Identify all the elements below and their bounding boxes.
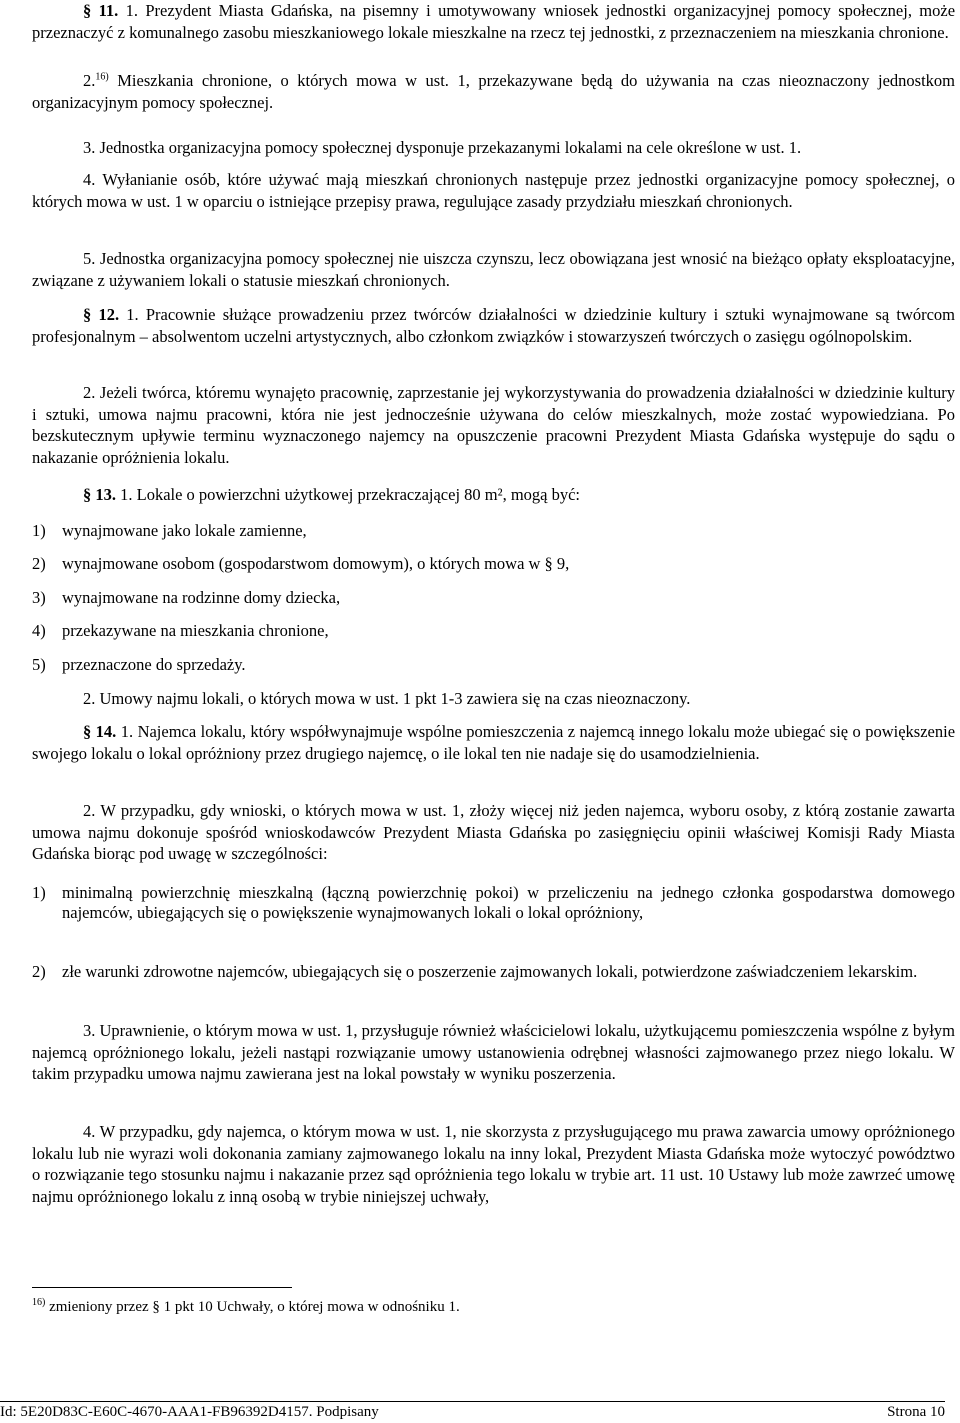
paragraph-12-1: § 12. 1. Pracownie służące prowadzeniu przez twórców działalności w dziedzinie kultury i sztuki wynajmowane są twórcom profesjonalnym – absolwentom uczelni artystycznych, albo członkom związków i stowarzyszeń twórczych o zasięgu ogólnopolskim. [32,305,956,346]
list-item: 2) złe warunki zdrowotne najemców, ubiegających się o poszerzenie zajmowanych lokali, potwierdzone zaświadczeniem lekarskim. [32,962,918,981]
section-mark: § 13. [83,485,116,504]
list-item: 1) wynajmowane jako lokale zamienne, [32,521,307,540]
paragraph-11-3: 3. Jednostka organizacyjna pomocy społecznej dysponuje przekazanymi lokalami na cele określone w ust. 1. [83,138,802,157]
footnote-divider [32,1287,292,1288]
paragraph-11-1: § 11. 1. Prezydent Miasta Gdańska, na pisemny i umotywowany wniosek jednostki organizacyjnej pomocy społecznej, może przeznaczyć z komunalnego zasobu mieszkaniowego lokale mieszkalne na rzecz tej jednostki, z przeznaczeniem na mieszkania chronione. [32,1,956,42]
page-number: Strona 10 [887,1404,945,1420]
paragraph-11-5: 5. Jednostka organizacyjna pomocy społecznej nie uiszcza czynszu, lecz obowiązana jest wnosić na bieżąco opłaty eksploatacyjne, związane z używaniem lokali o statusie mieszkań chronionych. [32,249,956,290]
list-item: 2) wynajmowane osobom (gospodarstwom domowym), o których mowa w § 9, [32,554,570,573]
list-item: 3) wynajmowane na rodzinne domy dziecka, [32,588,341,607]
paragraph-14-1: § 14. 1. Najemca lokalu, który współwynajmuje wspólne pomieszczenia z najemcą innego lokalu może ubiegać się o powiększenie swojego lokalu o lokal opróżniony przez drugiego najemcę, o ile lokal ten nie nadaje się do usamodzielnienia. [32,722,956,763]
footer-divider [0,1401,945,1402]
list-item: 5) przeznaczone do sprzedaży. [32,655,246,674]
list-item: 1) minimalną powierzchnię mieszkalną (łączną powierzchnię pokoi) w przeliczeniu na jednego członka gospodarstwa domowego najemców, ubiegających się o powiększenie wynajmowanych lokali o lokal opróżniony, [32,883,955,922]
footnote-ref: 16) [95,71,109,83]
paragraph-14-2: 2. W przypadku, gdy wnioski, o których mowa w ust. 1, złoży więcej niż jeden najemca, wyboru osoby, z którą zostanie zawarta umowa najmu dokonuje spośród wnioskodawców Prezydent Miasta Gdańska po zasięgnięciu opinii właściwej Komisji Rady Miasta Gdańska biorąc pod uwagę w szczególności: [32,801,955,863]
paragraph-11-4: 4. Wyłanianie osób, które używać mają mieszkań chronionych następuje przez jednostki organizacyjne pomocy społecznej, o których mowa w ust. 1 w oparciu o istniejące przepisy prawa, regulujące zasady przydziału mieszkań chronionych. [32,170,955,211]
paragraph-11-2: 2.$^{16)}$ Mieszkania chronione, o których mowa w ust. 1, przekazywane będą do używania na czas nieoznaczony jednostkom organizacyjnym pomocy społecznej. [32,71,955,112]
paragraph-14-4: 4. W przypadku, gdy najemca, o którym mowa w ust. 1, nie skorzysta z przysługującego mu prawa zawarcia umowy opróżnionego lokalu lub nie wyrazi woli dokonania zamiany zajmowanego lokalu na inny lokal, Prezydent Miasta Gdańska może wytoczyć powództwo o rozwiązanie tego stosunku najmu i nakazanie przez sąd opróżnienia tego lokalu w trybie art. 11 ust. 10 Ustawy lub może zawrzeć umowę najmu opróżnionego lokalu z inną osobą w trybie niniejszej uchwały, [32,1122,956,1206]
section-mark: § 11. [83,1,119,20]
paragraph-13-1: § 13. 1. Lokale o powierzchni użytkowej przekraczającej 80 m², mogą być: [83,485,581,504]
section-mark: § 12. [83,305,120,324]
footnote: $^{16)}$ zmieniony przez § 1 pkt 10 Uchwały, o której mowa w odnośniku 1. [32,1297,460,1315]
footnote-number: 16) [32,1297,46,1308]
section-mark: § 14. [83,722,117,741]
list-item: 4) przekazywane na mieszkania chronione, [32,621,329,640]
paragraph-14-3: 3. Uprawnienie, o którym mowa w ust. 1, przysługuje również właścicielowi lokalu, użytkującemu pomieszczenia wspólne z byłym najemcą opróżnionego lokalu, jeżeli nastąpi rozwiązanie umowy ustanowienia odrębnej własności zajmowanego przez niego lokalu. W takim przypadku umowa najmu zawierana jest na lokal powstały w wyniku poszerzenia. [32,1021,956,1083]
paragraph-13-2: 2. Umowy najmu lokali, o których mowa w ust. 1 pkt 1-3 zawiera się na czas nieoznaczony. [83,689,691,708]
page-footer [0,1404,945,1421]
document-id: Id: 5E20D83C-E60C-4670-AAA1-FB96392D4157. Podpisany [0,1404,379,1420]
paragraph-12-2: 2. Jeżeli twórca, któremu wynajęto pracownię, zaprzestanie jej wykorzystywania do prowadzenia działalności w dziedzinie kultury i sztuki, umowa najmu pracowni, która nie jest jednocześnie używana do celów mieszkalnych, może zostać wypowiedziana. Po bezskutecznym upływie terminu wyznaczonego najemcy na opuszczenie pracowni Prezydent Miasta Gdańska występuje do sądu o nakazanie opróżnienia lokalu. [32,383,955,467]
